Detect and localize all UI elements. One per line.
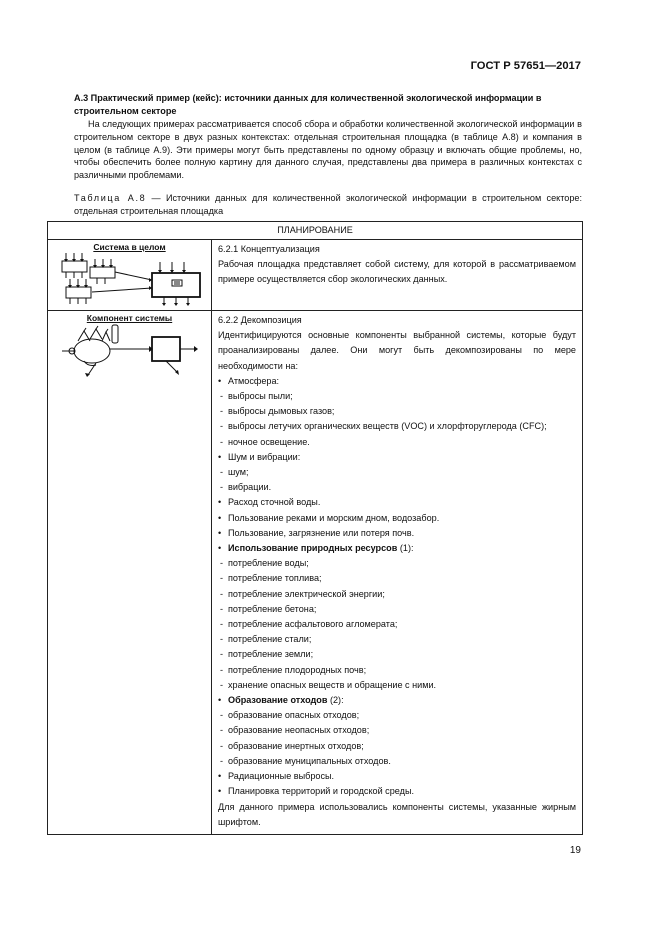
list-item: - вибрации. [218, 480, 576, 495]
list-item: - хранение опасных веществ и обращение с ними. [218, 678, 576, 693]
input-box-1 [62, 261, 87, 272]
system-box [152, 337, 180, 361]
list-item: • Шум и вибрации: [218, 450, 576, 465]
section-title: А.3 Практический пример (кейс): источники данных для количественной экологической информации в строительном секторе [74, 93, 542, 116]
diagram-cell [48, 311, 212, 835]
table-caption [74, 192, 582, 218]
system-box [152, 273, 200, 297]
list-item: • Планировка территорий и городской среды. [218, 784, 576, 799]
data-sources-table [47, 221, 583, 835]
list-item: - потребление топлива; [218, 571, 576, 586]
document-code: ГОСТ Р 57651—2017 [470, 60, 581, 72]
component-ellipse [74, 339, 110, 363]
diagram-title-system: Система в целом [93, 242, 166, 252]
list-item: - потребление воды; [218, 556, 576, 571]
list-item: - выбросы пыли; [218, 389, 576, 404]
bold-label: Использование природных ресурсов [228, 543, 398, 554]
content-cell-decomposition [212, 311, 583, 835]
content-cell-conceptualization [212, 240, 583, 311]
list-item: - образование муниципальных отходов. [218, 754, 576, 769]
component-diagram [48, 323, 211, 383]
system-diagram [48, 252, 211, 308]
list-item: • Пользование, загрязнение или потеря почв. [218, 526, 576, 541]
list-item: - потребление земли; [218, 647, 576, 662]
page-number: 19 [569, 845, 581, 856]
table-caption-label: Таблица А.8 [74, 193, 147, 203]
list-item: - потребление асфальтового агломерата; [218, 617, 576, 632]
table-row [48, 240, 583, 311]
list-item [218, 693, 576, 708]
subsection-heading: 6.2.1 Концептуализация [218, 244, 320, 254]
input-box-2 [90, 267, 115, 278]
list-item: • Пользование реками и морским дном, водозабор. [218, 511, 576, 526]
input-box-3 [66, 287, 91, 298]
intro-text: На следующих примерах рассматривается способ сбора и обработки количественной экологической информации в строительном секторе в двух разных контекстах: отдельная строительная площадка (в таблице А.8) и компания в целом (в таблице А.9). Эти примеры могут быть представлены по одному образцу и включать общие проблемы, но, чтобы обеспечить более полную картину для данного случая, представлены два примера в различных контекстах с различными проблемами. [74, 119, 582, 181]
list-item: - потребление бетона; [218, 602, 576, 617]
list-item: • Атмосфера: [218, 374, 576, 389]
table-caption-text: — Источники данных для количественной экологической информации в строительном секторе: отдельная строительная площадка [74, 193, 583, 216]
intro-paragraph [74, 118, 582, 182]
list-item [218, 541, 576, 556]
body-text: Рабочая площадка представляет собой систему, для которой в рассматриваемом примере осуществляется сбор экологических данных. [218, 259, 576, 285]
list-item: - выбросы летучих органических веществ (VOC) и хлорфторуглерода (CFC); [218, 419, 576, 434]
diagram-cell [48, 240, 212, 311]
list-item: - выбросы дымовых газов; [218, 404, 576, 419]
diagram-title-component: Компонент системы [86, 313, 173, 323]
list-item: - образование опасных отходов; [218, 708, 576, 723]
table-header-planning: ПЛАНИРОВАНИЕ [48, 222, 583, 240]
list-item: - потребление стали; [218, 632, 576, 647]
footnote-ref: (2): [327, 695, 344, 706]
table-row [48, 311, 583, 835]
list-item: - потребление электрической энергии; [218, 587, 576, 602]
subsection-heading: 6.2.2 Декомпозиция [218, 315, 302, 325]
list-item: • Расход сточной воды. [218, 495, 576, 510]
list-item: - ночное освещение. [218, 435, 576, 450]
body-text: Идентифицируются основные компоненты выбранной системы, которые будут проанализированы далее. Они могут быть декомпозированы по мере необходимости на: [218, 330, 576, 371]
list-item: - образование инертных отходов; [218, 739, 576, 754]
list-item: - образование неопасных отходов; [218, 723, 576, 738]
list-item: • Радиационные выбросы. [218, 769, 576, 784]
closing-note: Для данного примера использовались компоненты системы, указанные жирным шрифтом. [218, 801, 576, 827]
list-item: - потребление плодородных почв; [218, 663, 576, 678]
footnote-ref: (1): [397, 543, 414, 554]
list-item: - шум; [218, 465, 576, 480]
bold-label: Образование отходов [228, 695, 328, 706]
